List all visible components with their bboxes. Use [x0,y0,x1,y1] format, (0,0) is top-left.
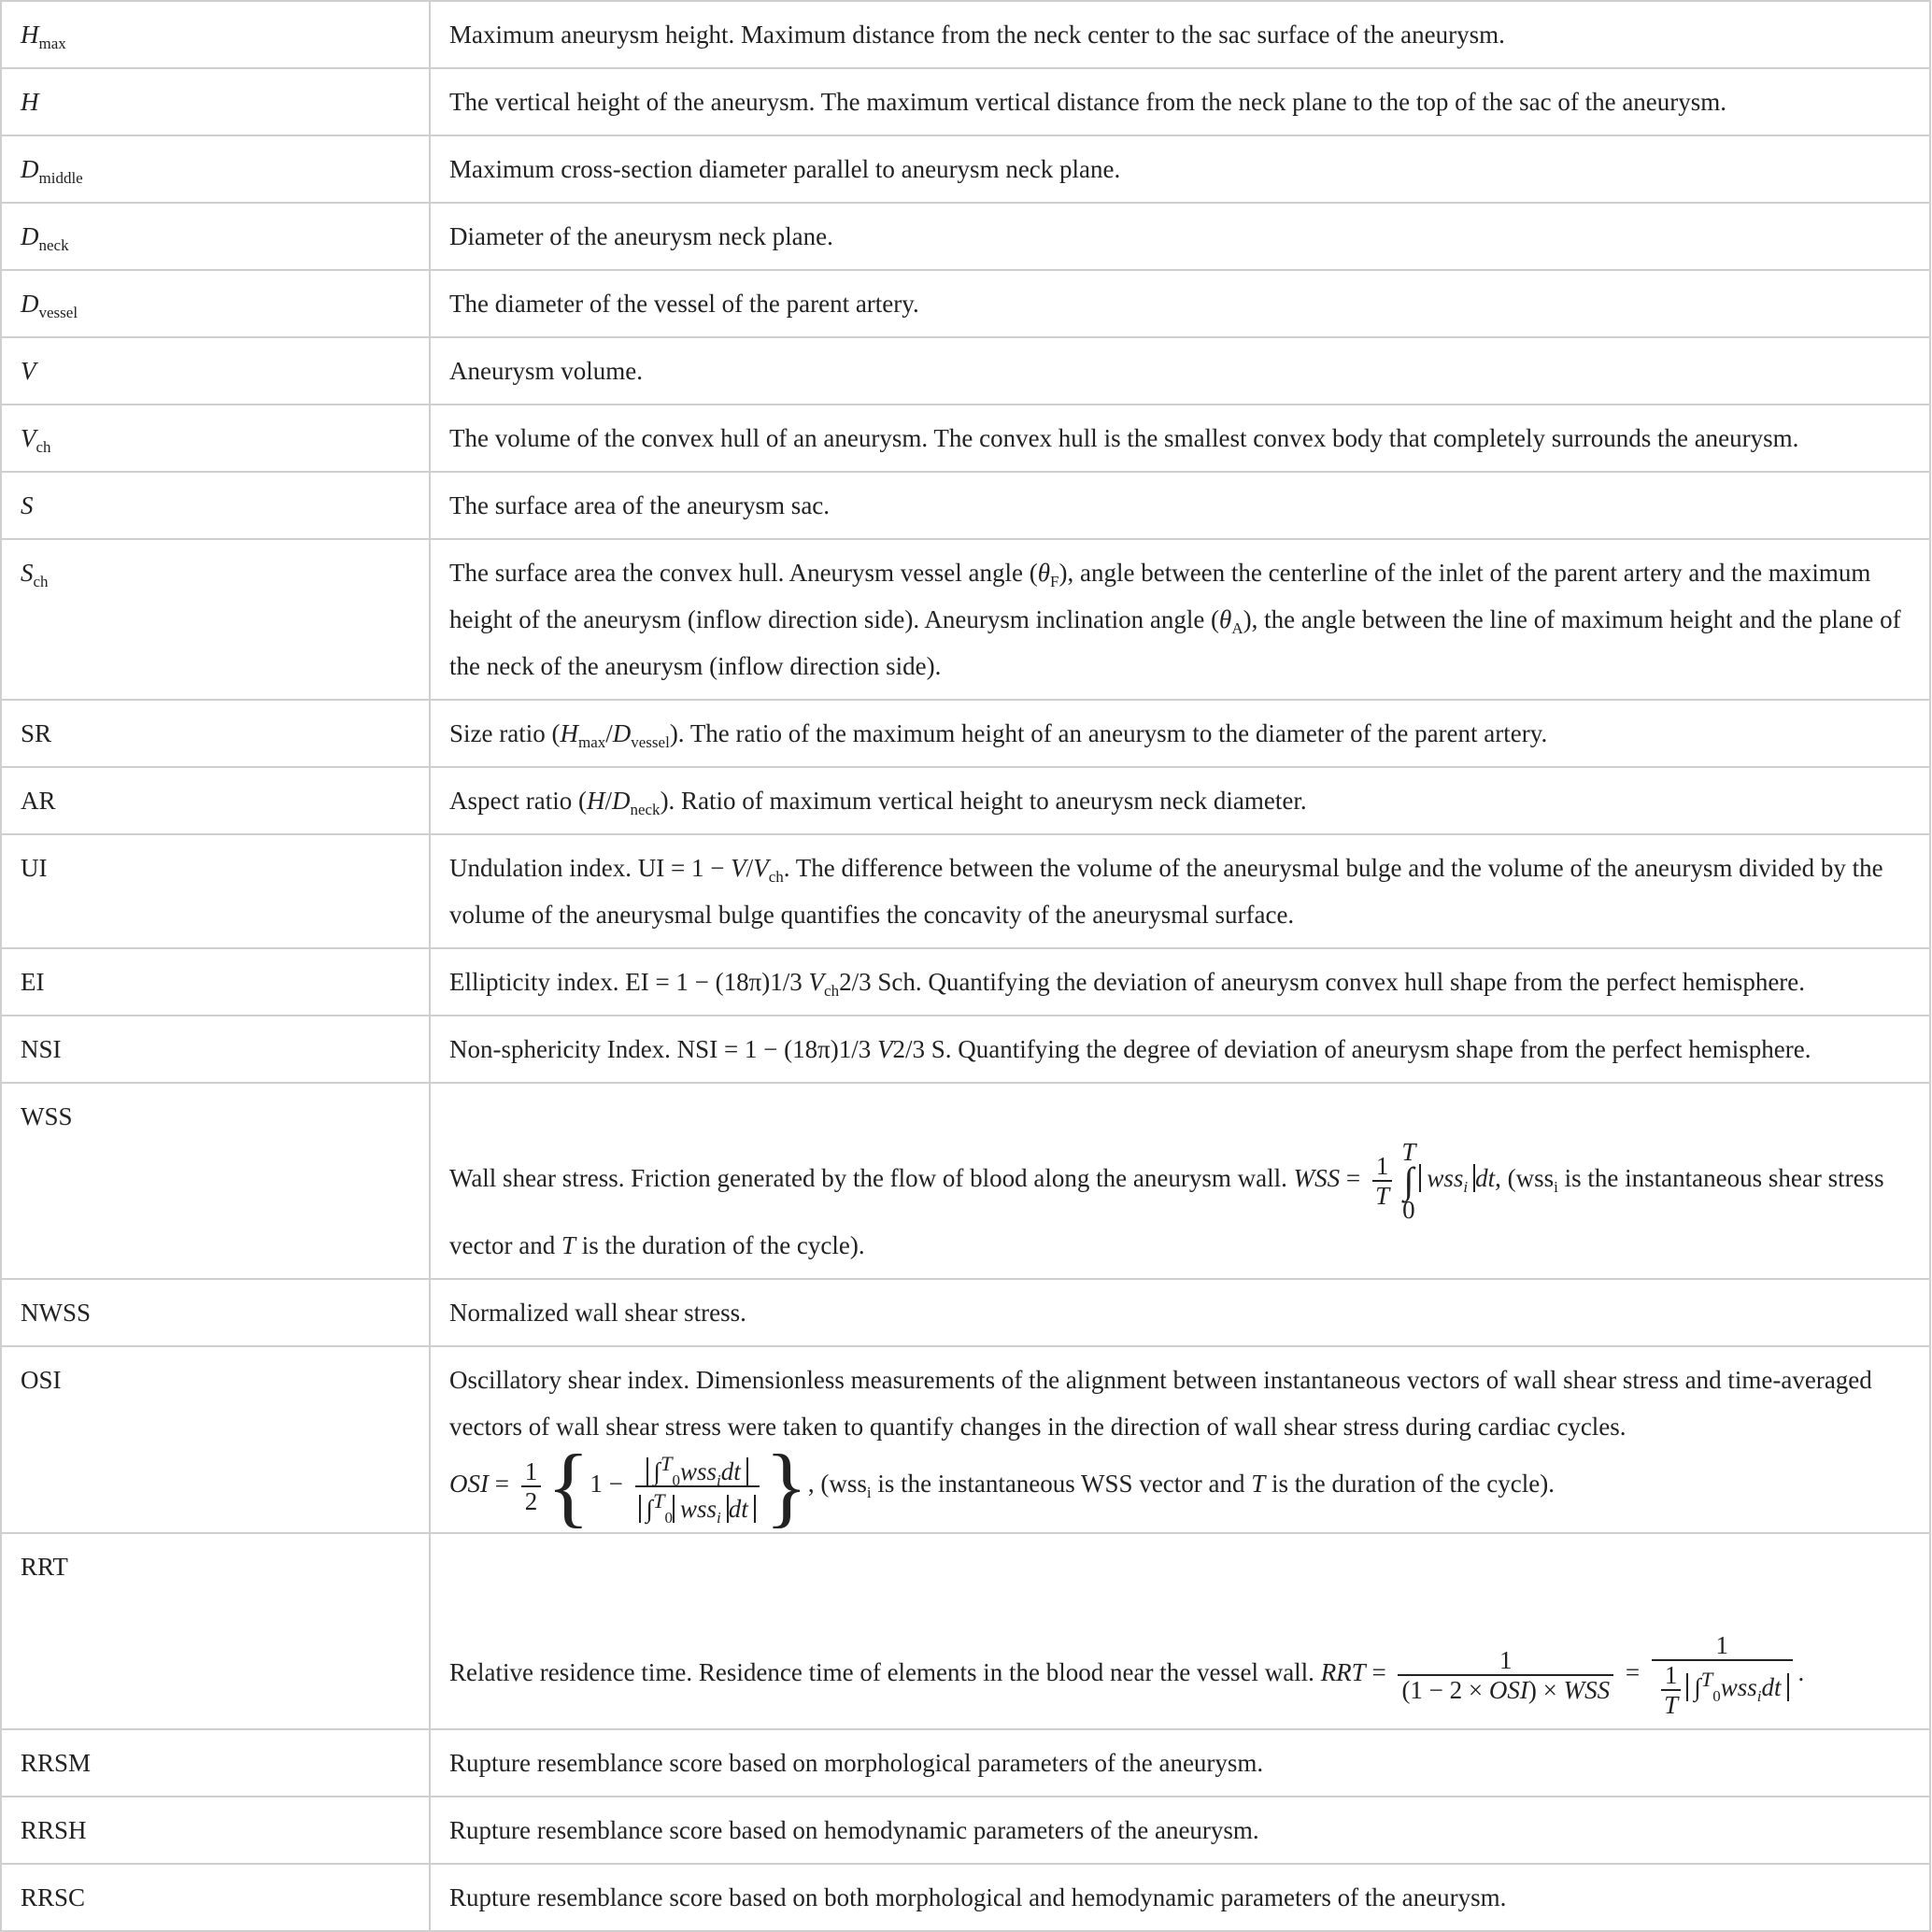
table-row [1,68,1930,135]
symbol-subscript: ch [36,437,51,456]
symbol-cell: NSI [1,1016,430,1083]
symbol-cell [1,203,430,270]
table-row [1,700,1930,767]
symbol-main: D [21,155,39,183]
table-row [1,270,1930,337]
table-row [1,1083,1930,1279]
table-row [1,1864,1930,1931]
table-row [1,405,1930,472]
symbol-cell: RRSM [1,1729,430,1797]
symbol-subscript: max [38,34,66,52]
table-row [1,539,1930,700]
table-row [1,948,1930,1016]
symbol-cell [1,337,430,405]
fraction: $\frac{\int^T_0wss_idt}{\int^T_0 wss_i dt}$ [635,1450,760,1523]
definition-cell: Size ratio $(H_{max}/D_{vessel})$. The ratio of the maximum height of an aneurysm to the diameter of the parent artery. [430,700,1930,767]
symbol-main: H [21,21,39,49]
table-row [1,767,1930,834]
definition-cell: Rupture resemblance score based on hemodynamic parameters of the aneurysm. [430,1797,1930,1864]
symbol-subscript: middle [38,168,83,187]
definition-cell: Maximum cross-section diameter parallel to aneurysm neck plane. [430,135,1930,203]
symbol-cell: RRT [1,1533,430,1729]
definition-cell: Maximum aneurysm height. Maximum distance from the neck center to the sac surface of the aneurysm. [430,1,1930,68]
table-row [1,1346,1930,1533]
symbol-cell [1,270,430,337]
fraction: $\frac{1}{T}$ [1372,1152,1393,1210]
definition-cell: The volume of the convex hull of an aneurysm. The convex hull is the smallest convex body that completely surrounds the aneurysm. [430,405,1930,472]
table-row [1,135,1930,203]
symbol-main: S [21,491,34,519]
table-row [1,1016,1930,1083]
fraction: $\frac{1}{\frac{1}{T} \int^T_0wss_idt}$ [1652,1631,1793,1719]
symbol-cell: SR [1,700,430,767]
symbol-cell: OSI [1,1346,430,1533]
symbol-cell [1,135,430,203]
table-row [1,1797,1930,1864]
definition-cell: The surface area of the aneurysm sac. [430,472,1930,539]
definition-cell: The diameter of the vessel of the parent artery. [430,270,1930,337]
symbol-cell: UI [1,834,430,948]
symbol-cell [1,472,430,539]
definition-cell: Relative residence time. Residence time of elements in the blood near the vessel wall. RRT = $\frac{1}{\text{(1 − 2 × OSI) × WSS}}$ = $\frac{1}{\frac{1}{T} \int^T_0wss_idt}$ . [430,1533,1930,1729]
symbol-cell: AR [1,767,430,834]
symbol-cell: NWSS [1,1279,430,1346]
definition-cell: Diameter of the aneurysm neck plane. [430,203,1930,270]
right-brace: } [764,1436,808,1536]
definition-cell: Undulation index. UI = $1 - V/V_{ch}$. The difference between the volume of the aneurysmal bulge and the volume of the aneurysm divided by the volume of the aneurysmal bulge quantifies the concavity of the aneurysmal surface. [430,834,1930,948]
symbol-cell [1,68,430,135]
definition-cell: Rupture resemblance score based on morphological parameters of the aneurysm. [430,1729,1930,1797]
fraction: $\frac{1}{2}$ [521,1457,542,1515]
table-row [1,472,1930,539]
definition-cell: Oscillatory shear index. Dimensionless measurements of the alignment between instantaneous vectors of wall shear stress and time-averaged vectors of wall shear stress were taken to quantify changes in the direction of wall shear stress during cardiac cycles. OSI = $\frac{1}{2}$ {1 − $\frac{\int^T_0wss_idt}{\int^T_0 wss_i dt}$ }, (wss$_i$ is the instantaneous WSS vector and T is the duration of the cycle). [430,1346,1930,1533]
symbol-main: V [21,357,36,385]
table-row [1,203,1930,270]
table-row [1,1533,1930,1729]
definition-cell: Normalized wall shear stress. [430,1279,1930,1346]
definition-cell: The vertical height of the aneurysm. The maximum vertical distance from the neck plane to the top of the sac of the aneurysm. [430,68,1930,135]
symbol-cell: RRSC [1,1864,430,1931]
symbol-main: H [21,88,39,116]
table-row [1,1729,1930,1797]
definition-cell: Rupture resemblance score based on both morphological and hemodynamic parameters of the aneurysm. [430,1864,1930,1931]
symbol-main: S [21,559,34,587]
integral-sign: T ∫ 0 [1401,1138,1416,1224]
symbol-cell [1,539,430,700]
table-row [1,1,1930,68]
table-row [1,337,1930,405]
symbol-main: D [21,290,39,318]
symbol-subscript: vessel [38,303,78,321]
symbol-subscript: neck [38,235,69,254]
symbol-main: D [21,222,39,250]
symbol-cell: RRSH [1,1797,430,1864]
table-row [1,834,1930,948]
definition-cell: Aspect ratio $(H/D_{neck})$. Ratio of maximum vertical height to aneurysm neck diameter. [430,767,1930,834]
definition-cell: Wall shear stress. Friction generated by the flow of blood along the aneurysm wall. WSS = $\frac{1}{T}$ T ∫ 0 wss$_i$ dt, (wss$_i$ is the instantaneous shear stress vector and T is the duration of the cycle). [430,1083,1930,1279]
symbol-cell: WSS [1,1083,430,1279]
definition-cell: The surface area the convex hull. Aneurysm vessel angle $(\theta_F)$, angle between the centerline of the inlet of the parent artery and the maximum height of the aneurysm (inflow direction side). Aneurysm inclination angle $(\theta_A)$, the angle between the line of maximum height and the plane of the neck of the aneurysm (inflow direction side). [430,539,1930,700]
symbol-cell [1,1,430,68]
symbol-subscript: ch [33,572,49,590]
symbol-main: V [21,424,36,452]
symbol-cell [1,405,430,472]
left-brace: { [547,1436,590,1536]
fraction: $\frac{1}{\text{(1 − 2 × OSI) × WSS}}$ [1398,1646,1613,1704]
symbol-cell: EI [1,948,430,1016]
definition-cell: Ellipticity index. EI = 1 − (18π)1/3 $V_{ch}2/3$ Sch. Quantifying the deviation of aneurysm convex hull shape from the perfect hemisphere. [430,948,1930,1016]
definition-cell: Non-sphericity Index. NSI = 1 − (18π)1/3 V2/3 S. Quantifying the degree of deviation of aneurysm shape from the perfect hemisphere. [430,1016,1930,1083]
definition-cell: Aneurysm volume. [430,337,1930,405]
table-row [1,1279,1930,1346]
